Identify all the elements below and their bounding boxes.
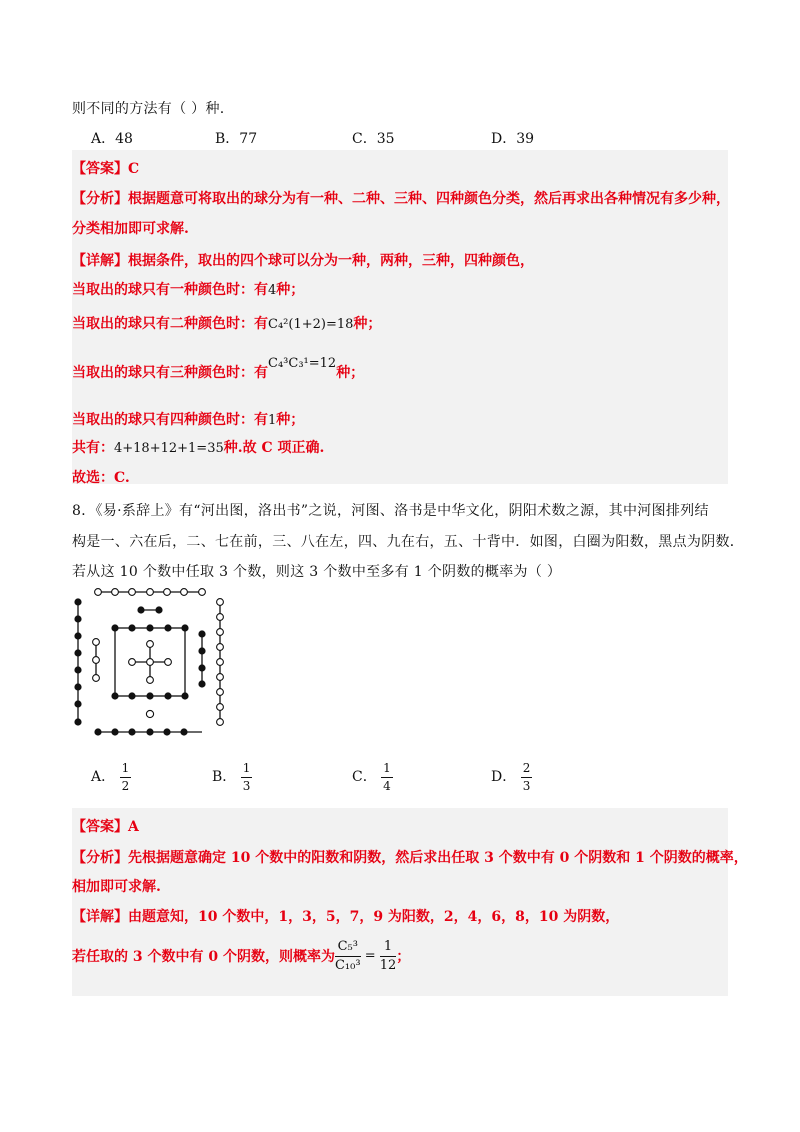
q8-answer-line — [72, 816, 139, 836]
option-d: D．39 — [491, 131, 535, 147]
answer-value: C — [128, 161, 140, 177]
detail-line-1 — [72, 250, 534, 270]
question-8-line-3: 若从这 10 个数中任取 3 个数，则这 3 个数中至多有 1 个阴数的概率为（ ） — [72, 564, 562, 580]
case-2-text: 当取出的球只有二种颜色时：有 — [72, 316, 268, 332]
q8-option-c — [352, 762, 393, 792]
q8-prob-denominator: C₁₀³ — [334, 957, 361, 973]
case-4-unit: 种； — [276, 412, 305, 428]
option-c: C．35 — [352, 131, 395, 147]
q8-analysis-line-1 — [72, 847, 748, 867]
case-3-unit: 种； — [336, 365, 365, 381]
q8-detail-label: 【详解】 — [72, 909, 128, 925]
q8-option-d-label: D． — [491, 769, 517, 786]
q8-detail-text: 由题意知，10 个数中，1，3，5，7，9 为阳数，2，4，6，8，10 为阴数， — [128, 909, 620, 925]
q8-option-c-label: C． — [352, 769, 377, 786]
q8-option-b — [212, 762, 252, 792]
q8-detail-line-1 — [72, 906, 619, 926]
option-b: B．77 — [215, 131, 258, 147]
case-1-line — [72, 279, 304, 299]
q8-option-a-label: A． — [91, 769, 116, 786]
q8-prob-numerator: C₅³ — [335, 940, 361, 957]
case-4-number: 1 — [268, 413, 277, 428]
question-8-line-2: 构是一、六在后，二、七在前，三、八在左，四、九在右，五、十背中．如图，白圈为阳数，黑点为阴数． — [72, 534, 745, 550]
total-text: 共有： — [72, 440, 114, 456]
case-3-formula: C₄³C₃¹=12 — [268, 356, 337, 371]
case-3-line — [72, 356, 365, 382]
q8-answer-label: 【答案】 — [72, 819, 128, 835]
case-1-text: 当取出的球只有一种颜色时：有 — [72, 282, 268, 298]
question-tail: 则不同的方法有（ ）种. — [72, 101, 225, 117]
analysis-line-1 — [72, 188, 730, 208]
answer-line — [72, 158, 139, 178]
q8-option-d-num: 2 — [521, 762, 533, 778]
q8-option-b-num: 1 — [241, 762, 253, 778]
total-formula: 4+18+12+1=35 — [114, 441, 224, 456]
case-2-line — [72, 313, 381, 333]
q8-prob-result-num: 1 — [380, 940, 397, 957]
hetu-figure — [70, 584, 230, 736]
q8-option-a — [91, 762, 131, 792]
q8-answer-value: A — [128, 819, 139, 835]
q8-option-a-num: 1 — [120, 762, 132, 778]
total-conclusion: 种.故 C 项正确. — [223, 440, 325, 456]
q8-option-d-den: 3 — [522, 778, 531, 793]
q8-detail-line-2-text: 若任取的 3 个数中有 0 个阴数，则概率为 — [72, 949, 335, 966]
analysis-label: 【分析】 — [72, 191, 128, 207]
q8-option-a-den: 2 — [121, 778, 130, 793]
detail-text: 根据条件，取出的四个球可以分为一种，两种，三种，四种颜色， — [128, 253, 534, 269]
option-a: A．48 — [91, 131, 133, 147]
case-1-unit: 种； — [276, 282, 305, 298]
q8-analysis-text: 先根据题意确定 10 个数中的阳数和阴数，然后求出任取 3 个数中有 0 个阴数和 1 个阴数的概率， — [128, 850, 748, 866]
q8-option-c-den: 4 — [383, 778, 391, 793]
case-1-number: 4 — [268, 283, 277, 298]
total-line — [72, 437, 324, 457]
q8-option-d — [491, 762, 532, 792]
case-4-text: 当取出的球只有四种颜色时：有 — [72, 412, 268, 428]
detail-label: 【详解】 — [72, 253, 128, 269]
case-2-unit: 种； — [353, 316, 382, 332]
q8-detail-line-2: 若任取的 3 个数中有 0 个阴数，则概率为 $\frac{\text{C₅³}}{\text{C₁₀³}}$ = $\frac{1}{12}$ ； — [72, 939, 411, 973]
analysis-text: 根据题意可将取出的球分为有一种、二种、三种、四种颜色分类，然后再求出各种情况有多少种， — [128, 191, 730, 207]
q8-option-c-num: 1 — [381, 762, 393, 778]
q8-analysis-line-2: 相加即可求解. — [72, 879, 161, 895]
answer-label: 【答案】 — [72, 161, 128, 177]
q8-analysis-label: 【分析】 — [72, 850, 128, 866]
q8-detail-line-2-end: ； — [396, 949, 411, 966]
question-8-line-1: 8．《易·系辞上》有“河出图，洛出书”之说，河图、洛书是中华文化，阴阳术数之源，其中河图排列结 — [72, 503, 709, 519]
case-2-formula: C₄²(1+2)=18 — [268, 317, 354, 332]
case-4-line — [72, 409, 304, 429]
q8-option-b-den: 3 — [242, 778, 251, 793]
analysis-line-2: 分类相加即可求解. — [72, 221, 189, 237]
case-3-text: 当取出的球只有三种颜色时：有 — [72, 365, 268, 381]
q8-option-b-label: B． — [212, 769, 237, 786]
choose-line: 故选：C. — [72, 470, 130, 486]
q8-prob-result-den: 12 — [379, 957, 397, 973]
